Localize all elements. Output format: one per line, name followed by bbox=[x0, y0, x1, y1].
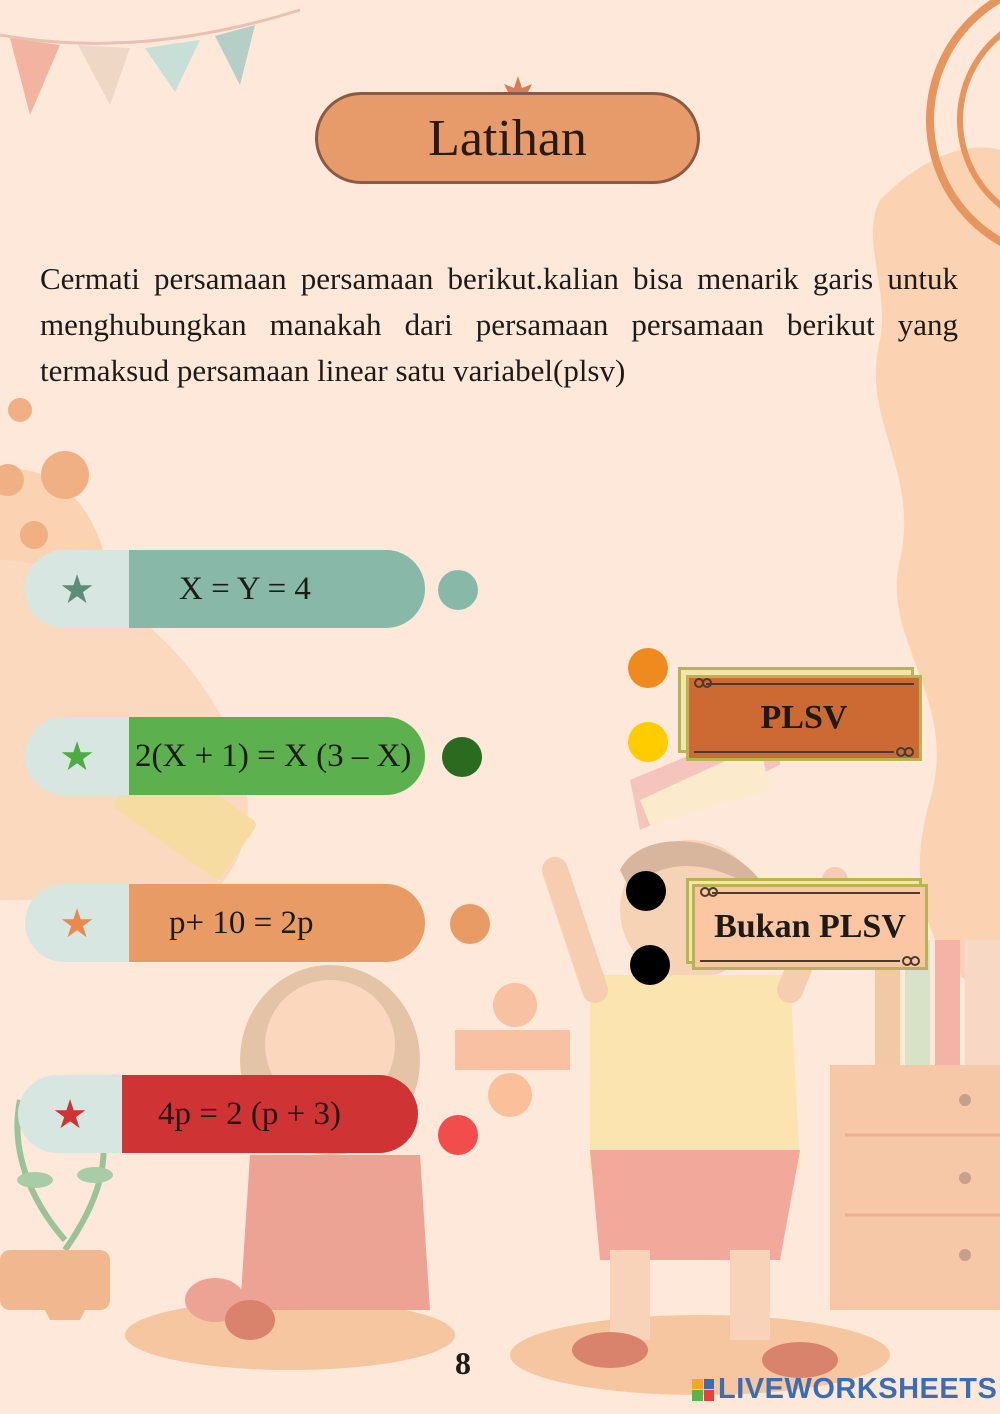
star-icon: ★ bbox=[25, 550, 129, 628]
equation-label: X = Y = 4 bbox=[129, 550, 425, 628]
connector-dot[interactable] bbox=[438, 1115, 478, 1155]
instruction-text: Cermati persamaan persamaan berikut.kalian bisa menarik garis untuk menghubungkan manakah dari persamaan persamaan berikut yang termaksud persamaan linear satu variabel(plsv) bbox=[40, 261, 958, 388]
equation-label: 2(X + 1) = X (3 – X) bbox=[129, 717, 425, 795]
connector-dot[interactable] bbox=[450, 904, 490, 944]
equation-label: p+ 10 = 2p bbox=[129, 884, 425, 962]
title-banner bbox=[315, 92, 700, 184]
connector-dot[interactable] bbox=[442, 737, 482, 777]
equation-label: 4p = 2 (p + 3) bbox=[122, 1075, 418, 1153]
connector-dot[interactable] bbox=[626, 871, 666, 911]
page-title: Latihan bbox=[428, 109, 587, 167]
connector-dot[interactable] bbox=[438, 570, 478, 610]
star-icon: ★ bbox=[25, 884, 129, 962]
category-label: PLSV bbox=[760, 699, 848, 736]
equation-item-4[interactable] bbox=[18, 1075, 418, 1153]
connector-dot[interactable] bbox=[628, 648, 668, 688]
page-number: 8 bbox=[455, 1345, 471, 1381]
liveworksheets-logo[interactable] bbox=[692, 1373, 997, 1406]
brand-text: LIVEWORKSHEETS bbox=[718, 1373, 998, 1405]
connector-dot[interactable] bbox=[628, 722, 668, 762]
star-icon: ★ bbox=[18, 1075, 122, 1153]
category-label: Bukan PLSV bbox=[714, 908, 906, 945]
category-card-bukan-plsv[interactable] bbox=[692, 884, 928, 970]
category-card-plsv[interactable] bbox=[686, 675, 922, 761]
connector-dot[interactable] bbox=[630, 945, 670, 985]
equation-item-2[interactable] bbox=[25, 717, 425, 795]
brand-icon bbox=[692, 1379, 714, 1401]
star-icon: ★ bbox=[25, 717, 129, 795]
equation-item-3[interactable] bbox=[25, 884, 425, 962]
equation-item-1[interactable] bbox=[25, 550, 425, 628]
